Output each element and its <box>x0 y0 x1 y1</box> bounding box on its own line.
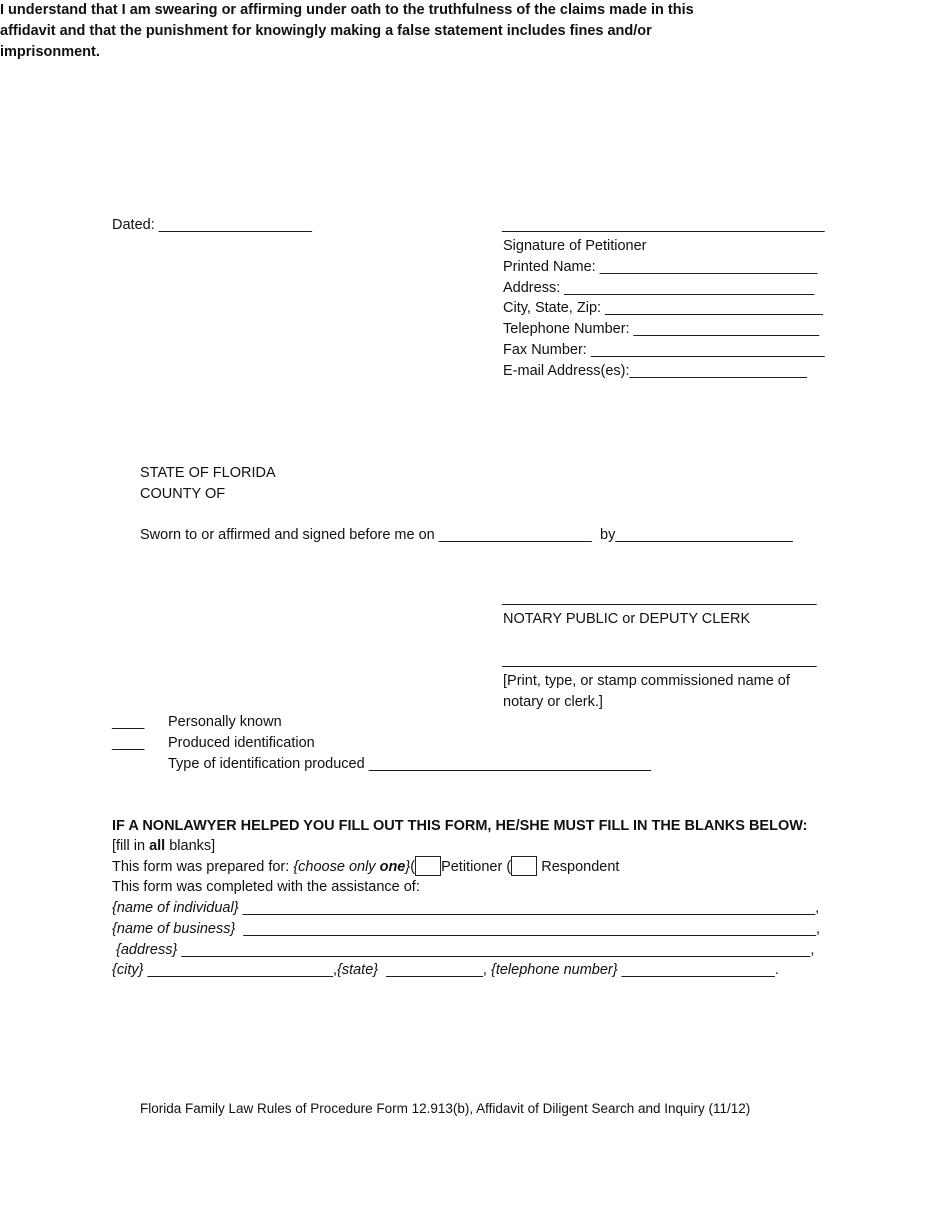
county-label: COUNTY OF <box>140 486 226 502</box>
fill-prefix: [fill in <box>112 838 150 854</box>
notary-name-label-2: notary or clerk.] <box>503 694 603 710</box>
name-individual-line[interactable]: _______________________________________________________________________, <box>238 900 820 916</box>
completed-with-label: This form was completed with the assistance of: <box>112 879 420 895</box>
personally-known-blank[interactable]: ____ <box>112 714 145 730</box>
notary-signature-line[interactable]: _______________________________________ <box>502 590 817 606</box>
id-type-field[interactable]: Type of identification produced ___________________________________ <box>168 756 651 772</box>
fax-field[interactable]: Fax Number: _____________________________ <box>503 342 825 358</box>
produced-id-blank[interactable]: ____ <box>112 735 145 751</box>
name-individual-row[interactable] <box>112 898 819 919</box>
address-row[interactable] <box>112 940 814 961</box>
choose-close: } <box>405 859 411 875</box>
printed-name-field[interactable]: Printed Name: ___________________________ <box>503 259 818 275</box>
petitioner-checkbox[interactable] <box>415 856 441 876</box>
petitioner-label: Petitioner <box>441 859 503 875</box>
prepared-for-row <box>112 856 619 878</box>
produced-id-label: Produced identification <box>168 735 315 751</box>
signature-line[interactable]: ________________________________________ <box>502 217 825 233</box>
fill-instruction <box>112 836 215 857</box>
paren-open: ( <box>410 859 416 875</box>
city-label: {city} <box>112 962 144 978</box>
telephone-line[interactable]: ___________________. <box>617 962 779 978</box>
address-line[interactable]: ______________________________________________________________________________, <box>177 942 815 958</box>
notary-name-label-1: [Print, type, or stamp commissioned name of <box>503 673 790 689</box>
telephone-label: {telephone number} <box>491 962 618 978</box>
notary-name-line[interactable]: _______________________________________ <box>502 652 817 668</box>
email-field[interactable]: E-mail Address(es):______________________ <box>503 363 807 379</box>
respondent-label: Respondent <box>541 859 620 875</box>
notary-label: NOTARY PUBLIC or DEPUTY CLERK <box>503 611 751 627</box>
choose-one: one <box>379 859 406 875</box>
state-label: {state} <box>336 962 379 978</box>
oath-statement: I understand that I am swearing or affirming under oath to the truthfulness of the claims made in this affidavit and that the punishment for knowingly making a false statement includes fines and/or imprisonment. <box>0 2 694 60</box>
nonlawyer-heading: IF A NONLAWYER HELPED YOU FILL OUT THIS FORM, HE/SHE MUST FILL IN THE BLANKS BELOW: <box>112 818 808 834</box>
name-business-label: {name of business} <box>112 921 236 937</box>
city-line[interactable]: _______________________, <box>143 962 337 978</box>
paren-open-2: ( <box>506 859 512 875</box>
choose-open: {choose only <box>293 859 380 875</box>
fill-emphasis: all <box>149 838 166 854</box>
city-state-zip-field[interactable]: City, State, Zip: ___________________________ <box>503 300 823 316</box>
name-individual-label: {name of individual} <box>112 900 239 916</box>
personally-known-label: Personally known <box>168 714 282 730</box>
telephone-field[interactable]: Telephone Number: _______________________ <box>503 321 820 337</box>
state-label: STATE OF FLORIDA <box>140 465 276 481</box>
signature-label: Signature of Petitioner <box>503 238 647 254</box>
form-footer: Florida Family Law Rules of Procedure Form 12.913(b), Affidavit of Diligent Search and Inquiry (11/12) <box>140 1101 751 1116</box>
respondent-checkbox[interactable] <box>511 856 537 876</box>
name-business-row[interactable] <box>112 919 820 940</box>
address-label: {address} <box>112 942 178 958</box>
name-business-line[interactable]: _______________________________________________________________________, <box>235 921 820 937</box>
fill-suffix: blanks] <box>165 838 216 854</box>
city-state-phone-row[interactable] <box>112 960 779 981</box>
prepared-for-label: This form was prepared for: <box>112 859 294 875</box>
state-line[interactable]: ____________, <box>378 962 491 978</box>
address-field[interactable]: Address: _______________________________ <box>503 280 815 296</box>
sworn-statement[interactable]: Sworn to or affirmed and signed before me on ___________________ by______________________ <box>140 527 793 543</box>
dated-field[interactable]: Dated: ___________________ <box>112 217 312 233</box>
